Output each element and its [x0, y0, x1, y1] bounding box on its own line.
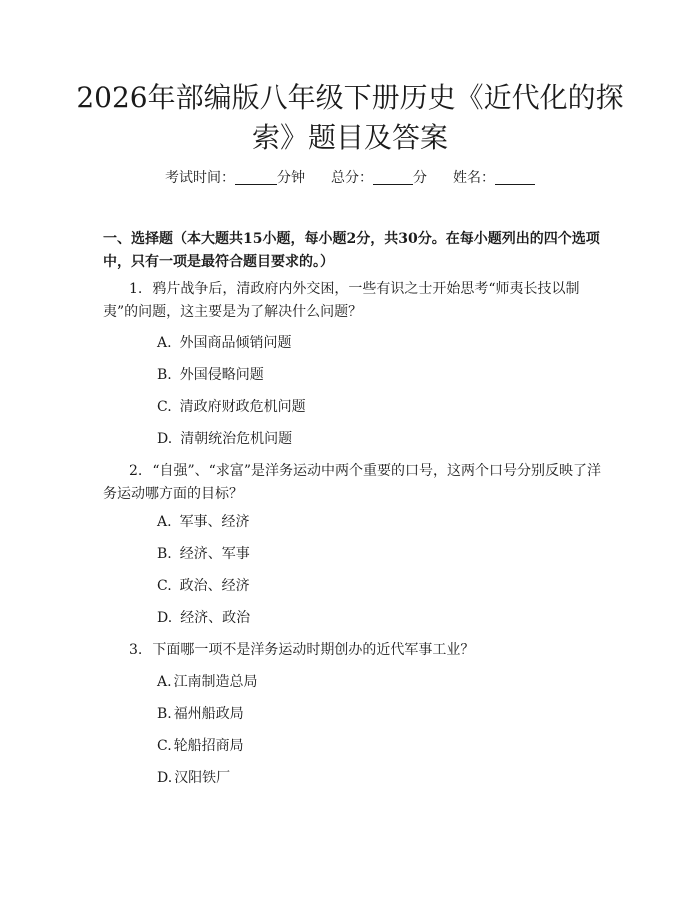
- question-2-option-b: [157, 544, 250, 564]
- option-letter: D.: [157, 770, 173, 786]
- question-3-option-a: [157, 672, 258, 692]
- option-text: 军事、经济: [179, 514, 250, 530]
- exam-time-label: 考试时间：: [165, 170, 235, 186]
- option-letter: A.: [157, 335, 172, 351]
- option-text: 汉阳铁厂: [174, 770, 231, 786]
- option-text: 清政府财政危机问题: [179, 399, 306, 415]
- question-3-option-d: [157, 768, 230, 788]
- exam-time-unit: 分钟: [277, 170, 305, 186]
- option-letter: D.: [157, 610, 173, 626]
- question-number: 3.: [129, 642, 143, 658]
- student-name-blank: [495, 170, 535, 185]
- question-1-option-c: [157, 397, 306, 417]
- option-text: 政治、经济: [179, 578, 250, 594]
- question-2-option-c: [157, 576, 250, 596]
- total-score-blank: [373, 170, 413, 185]
- exam-meta-line: [0, 168, 700, 188]
- question-text: “自强”、“求富”是洋务运动中两个重要的口号，这两个口号分别反映了洋务运动哪方面的目标？: [103, 463, 601, 502]
- option-letter: B.: [157, 367, 172, 383]
- question-1-option-a: [157, 333, 292, 353]
- question-3: [103, 639, 603, 662]
- option-letter: D.: [157, 431, 173, 447]
- option-letter: C.: [157, 578, 172, 594]
- option-letter: A.: [157, 674, 172, 690]
- option-text: 轮船招商局: [173, 738, 244, 754]
- question-1-option-d: [157, 429, 292, 449]
- question-number: 2.: [129, 463, 143, 479]
- question-text: 鸦片战争后，清政府内外交困，一些有识之士开始思考“师夷长技以制夷”的问题，这主要是为了解决什么问题？: [103, 281, 580, 320]
- question-3-option-c: [157, 736, 244, 756]
- question-text: 下面哪一项不是洋务运动时期创办的近代军事工业？: [152, 642, 475, 658]
- option-text: 清朝统治危机问题: [180, 431, 293, 447]
- option-letter: A.: [157, 514, 172, 530]
- option-letter: B.: [157, 546, 172, 562]
- section-heading: 一、选择题（本大题共15小题，每小题2分，共30分。在每小题列出的四个选项中，只有一项是最符合题目要求的。）: [103, 231, 600, 270]
- question-2: [103, 460, 603, 506]
- question-2-option-a: [157, 512, 250, 532]
- option-text: 外国商品倾销问题: [179, 335, 292, 351]
- question-number: 1.: [129, 281, 143, 297]
- option-letter: C.: [157, 399, 172, 415]
- exam-time-blank: [235, 170, 277, 185]
- option-text: 福州船政局: [173, 706, 244, 722]
- total-score-label: 总分：: [331, 170, 373, 186]
- option-letter: B.: [157, 706, 172, 722]
- page-title: 2026年部编版八年级下册历史《近代化的探索》题目及答案: [76, 81, 624, 154]
- option-text: 江南制造总局: [173, 674, 258, 690]
- student-name-label: 姓名：: [453, 170, 495, 186]
- question-1-option-b: [157, 365, 264, 385]
- option-letter: C.: [157, 738, 172, 754]
- question-1: [103, 278, 603, 324]
- question-3-option-b: [157, 704, 244, 724]
- option-text: 经济、军事: [179, 546, 250, 562]
- total-score-unit: 分: [413, 170, 427, 186]
- option-text: 外国侵略问题: [179, 367, 264, 383]
- question-2-option-d: [157, 608, 250, 628]
- option-text: 经济、政治: [180, 610, 251, 626]
